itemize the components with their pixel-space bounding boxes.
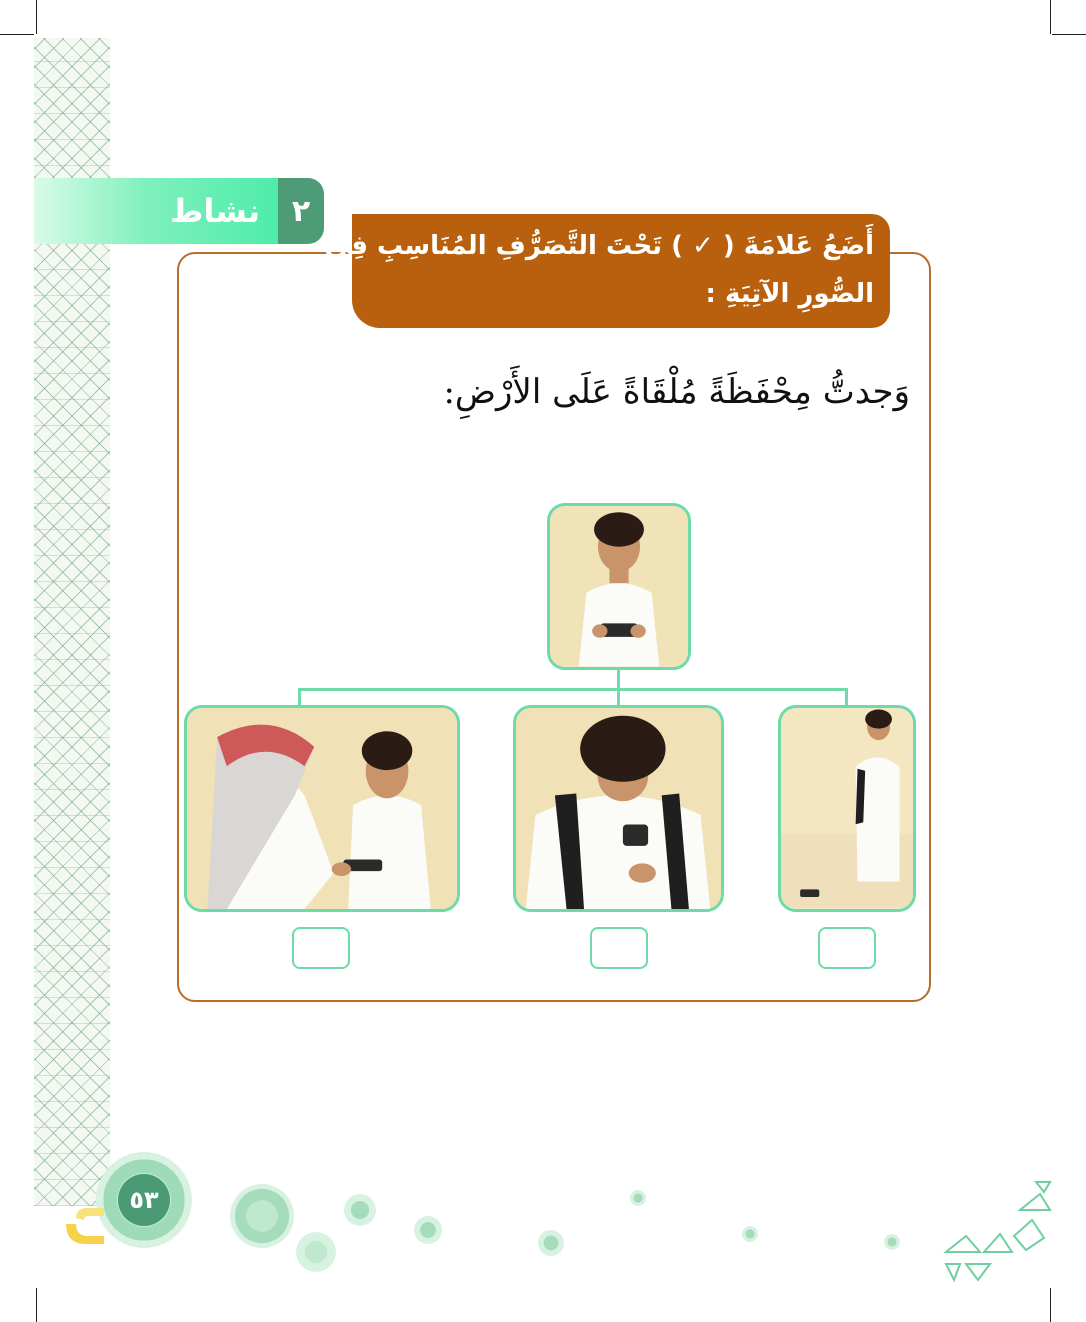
activity-tab <box>34 178 324 244</box>
answer-checkbox-1[interactable] <box>292 927 350 969</box>
decorative-rosette <box>344 1194 376 1226</box>
tree-connector-right <box>845 688 848 706</box>
boy-pocketing-wallet-illustration <box>516 708 721 909</box>
answer-checkbox-3[interactable] <box>818 927 876 969</box>
question-text: وَجدتُّ مِحْفَظَةً مُلْقَاةً عَلَى الأَرْضِ: <box>443 372 910 412</box>
photo-boy-ignoring-wallet-on-floor <box>778 705 916 912</box>
tree-connector-middle <box>617 688 620 706</box>
page-number: ٥٣ <box>118 1174 170 1226</box>
crop-mark <box>36 0 37 34</box>
activity-label: نشاط <box>170 192 260 230</box>
publisher-logo-icon <box>60 1200 110 1248</box>
instruction-banner <box>324 214 890 328</box>
tree-connector-horizontal <box>298 688 848 691</box>
photo-boy-handing-wallet-to-man <box>184 705 460 912</box>
crop-mark <box>36 1288 37 1322</box>
photo-boy-putting-wallet-in-pocket <box>513 705 724 912</box>
instruction-line-2: الصُّورِ الآتِيَةِ : <box>705 279 874 309</box>
activity-number: ٢ <box>278 178 324 244</box>
tree-connector-vertical <box>617 670 620 690</box>
crop-mark <box>1052 34 1086 35</box>
crop-mark <box>0 34 34 35</box>
boy-handing-wallet-illustration <box>187 708 457 909</box>
geometric-corner-decoration <box>940 1180 1052 1290</box>
decorative-rosette <box>296 1232 336 1272</box>
answer-checkbox-2[interactable] <box>590 927 648 969</box>
crop-mark <box>1050 0 1051 34</box>
decorative-rosette <box>742 1226 758 1242</box>
decorative-rosette <box>230 1184 294 1248</box>
boy-holding-wallet-illustration <box>550 506 688 667</box>
photo-boy-holding-wallet <box>547 503 691 670</box>
decorative-rosette <box>414 1216 442 1244</box>
decorative-rosette <box>538 1230 564 1256</box>
boy-ignoring-wallet-illustration <box>781 708 913 909</box>
instruction-line-1: أَضَعُ عَلامَةَ ( ✓ ) تَحْتَ التَّصَرُّفِ المُنَاسِبِ فِي <box>324 231 874 261</box>
decorative-rosette <box>630 1190 646 1206</box>
tree-connector-left <box>298 688 301 706</box>
decorative-rosette <box>884 1234 900 1250</box>
crop-mark <box>1050 1288 1051 1322</box>
